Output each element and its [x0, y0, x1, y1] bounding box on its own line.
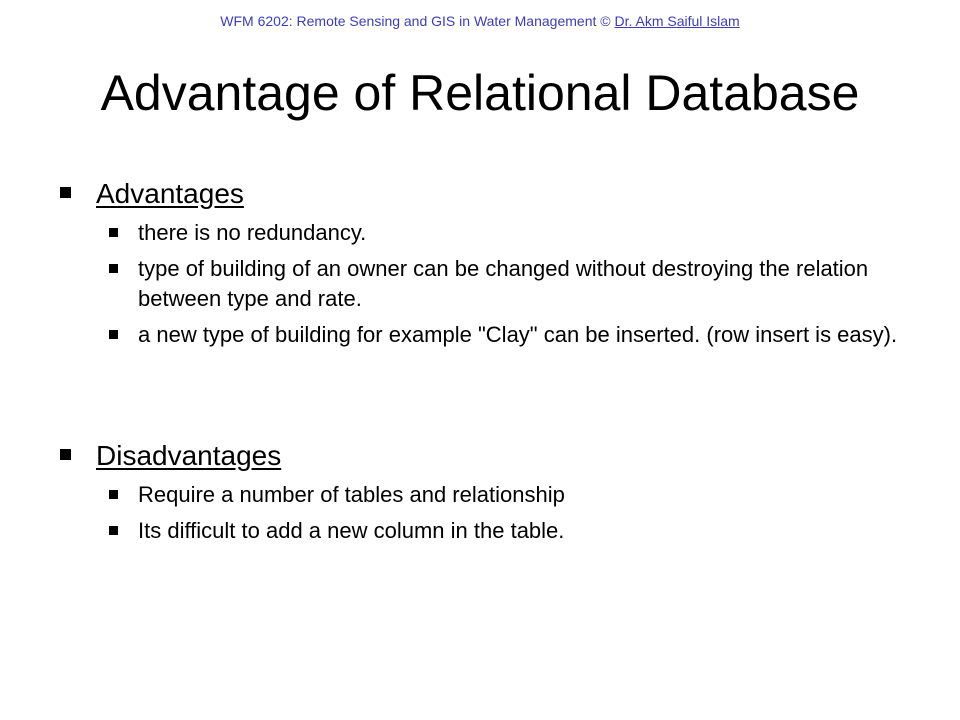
list-item [60, 218, 908, 248]
square-bullet-icon [60, 449, 71, 460]
disadvantages-heading-row [60, 438, 900, 474]
course-label: WFM 6202: Remote Sensing and GIS in Water Management © [220, 13, 611, 29]
list-item-text: a new type of building for example "Clay" can be inserted. (row insert is easy). [138, 322, 898, 347]
disadvantages-section [60, 438, 900, 546]
list-item [60, 254, 908, 314]
square-bullet-icon [109, 264, 118, 273]
advantages-section [60, 176, 900, 350]
square-bullet-icon [109, 228, 118, 237]
disadvantages-heading: Disadvantages [96, 440, 282, 471]
square-bullet-icon [109, 526, 118, 535]
slide-header [0, 12, 960, 30]
advantages-list [60, 218, 900, 350]
list-item [60, 320, 908, 350]
slide-title: Advantage of Relational Database [100, 65, 860, 121]
list-item-text: Require a number of tables and relationship [138, 482, 565, 507]
advantages-heading-row [60, 176, 900, 212]
square-bullet-icon [60, 187, 71, 198]
square-bullet-icon [109, 330, 118, 339]
author-link[interactable]: Dr. Akm Saiful Islam [614, 13, 740, 29]
advantages-heading: Advantages [96, 178, 244, 209]
list-item [60, 516, 908, 546]
list-item-text: type of building of an owner can be changed without destroying the relation between type and rate. [138, 256, 869, 311]
list-item-text: there is no redundancy. [138, 220, 367, 245]
list-item-text: Its difficult to add a new column in the table. [138, 518, 565, 543]
disadvantages-list [60, 480, 900, 546]
list-item [60, 480, 908, 510]
square-bullet-icon [109, 490, 118, 499]
